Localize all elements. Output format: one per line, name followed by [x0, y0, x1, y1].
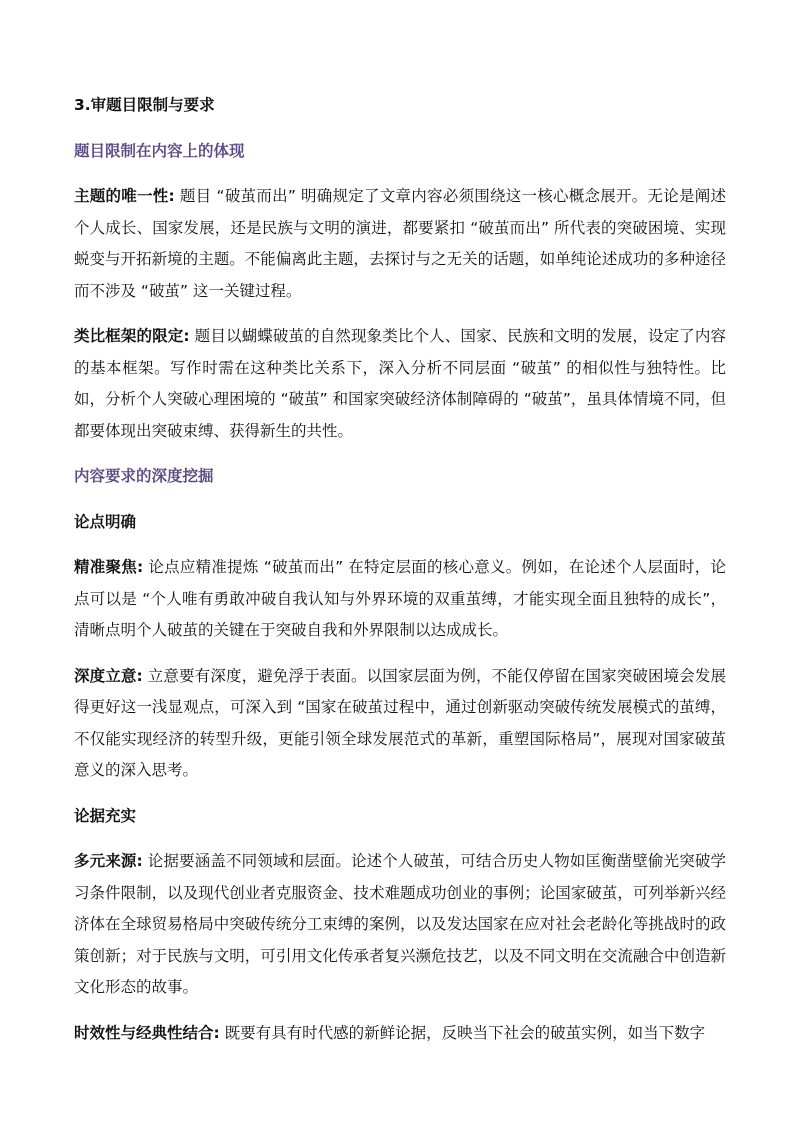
- section-title: 3.审题目限制与要求: [74, 96, 215, 114]
- paragraph-text: 题目 “破茧而出” 明确规定了文章内容必须围绕这一核心概念展开。无论是阐述个人成长、国家发展，还是民族与文明的演进，都要紧扣 “破茧而出” 所代表的突破困境、实现蜕变与开拓新境的主题。不能偏离此主题，去探讨与之无关的话题，如单纯论述成功的多种途径而不涉及 “破茧” 这一关键过程。: [74, 187, 727, 300]
- paragraph-deep-intent: [74, 661, 726, 787]
- document-body: [74, 90, 726, 1063]
- paragraph-text: 既要有具有时代感的新鲜论据，反映当下社会的破茧实例，如当下数字: [219, 1023, 706, 1042]
- paragraph-lead: 深度立意:: [74, 666, 143, 685]
- paragraph-lead: 多元来源:: [74, 852, 143, 870]
- paragraph-text: 论点应精准提炼 “破茧而出” 在特定层面的核心意义。例如，在论述个人层面时，论点可以是 “个人唯有勇敢冲破自我认知与外界环境的双重茧缚，才能实现全面且独特的成长”，清晰点明个人破茧的关键在于突破自我和外界限制以达成成长。: [74, 558, 727, 639]
- paragraph-analogy-frame: [74, 321, 726, 447]
- subheading-content-depth: 内容要求的深度挖掘: [74, 467, 214, 485]
- paragraph-lead: 类比框架的限定:: [74, 327, 190, 345]
- paragraph-lead: 时效性与经典性结合:: [74, 1023, 220, 1042]
- heading-argument-clear: 论点明确: [74, 512, 137, 531]
- paragraph-text: 论据要涵盖不同领域和层面。论述个人破茧，可结合历史人物如匡衡凿壁偷光突破学习条件限制，以及现代创业者克服资金、技术难题成功创业的事例；论国家破茧，可列举新兴经济体在全球贸易格局中突破传统分工束缚的案例，以及发达国家在应对社会老龄化等挑战时的政策创新；对于民族与文明，可引用文化传承者复兴濒危技艺，以及不同文明在交流融合中创造新文化形态的故事。: [74, 852, 727, 996]
- paragraph-text: 题目以蝴蝶破茧的自然现象类比个人、国家、民族和文明的发展，设定了内容的基本框架。写作时需在这种类比关系下，深入分析不同层面 “破茧” 的相似性与独特性。比如，分析个人突破心理困境的 “破茧” 和国家突破经济体制障碍的 “破茧”，虽具体情境不同，但都要体现出突破束缚、获得新生的共性。: [74, 327, 726, 440]
- heading-evidence-rich: 论据充实: [74, 806, 137, 825]
- paragraph-lead: 主题的唯一性:: [74, 187, 175, 205]
- paragraph-lead: 精准聚焦:: [74, 558, 144, 576]
- paragraph-theme-uniqueness: [74, 181, 726, 307]
- paragraph-precise-focus: [74, 552, 726, 647]
- paragraph-timeliness-classic: [74, 1018, 726, 1050]
- paragraph-diverse-sources: [74, 846, 726, 1004]
- subheading-content-limits: 题目限制在内容上的体现: [74, 141, 245, 160]
- paragraph-text: 立意要有深度，避免浮于表面。以国家层面为例，不能仅停留在国家突破困境会发展得更好这一浅显观点，可深入到 “国家在破茧过程中，通过创新驱动突破传统发展模式的茧缚，不仅能实现经济的转型升级，更能引领全球发展范式的革新，重塑国际格局”，展现对国家破茧意义的深入思考。: [74, 666, 727, 779]
